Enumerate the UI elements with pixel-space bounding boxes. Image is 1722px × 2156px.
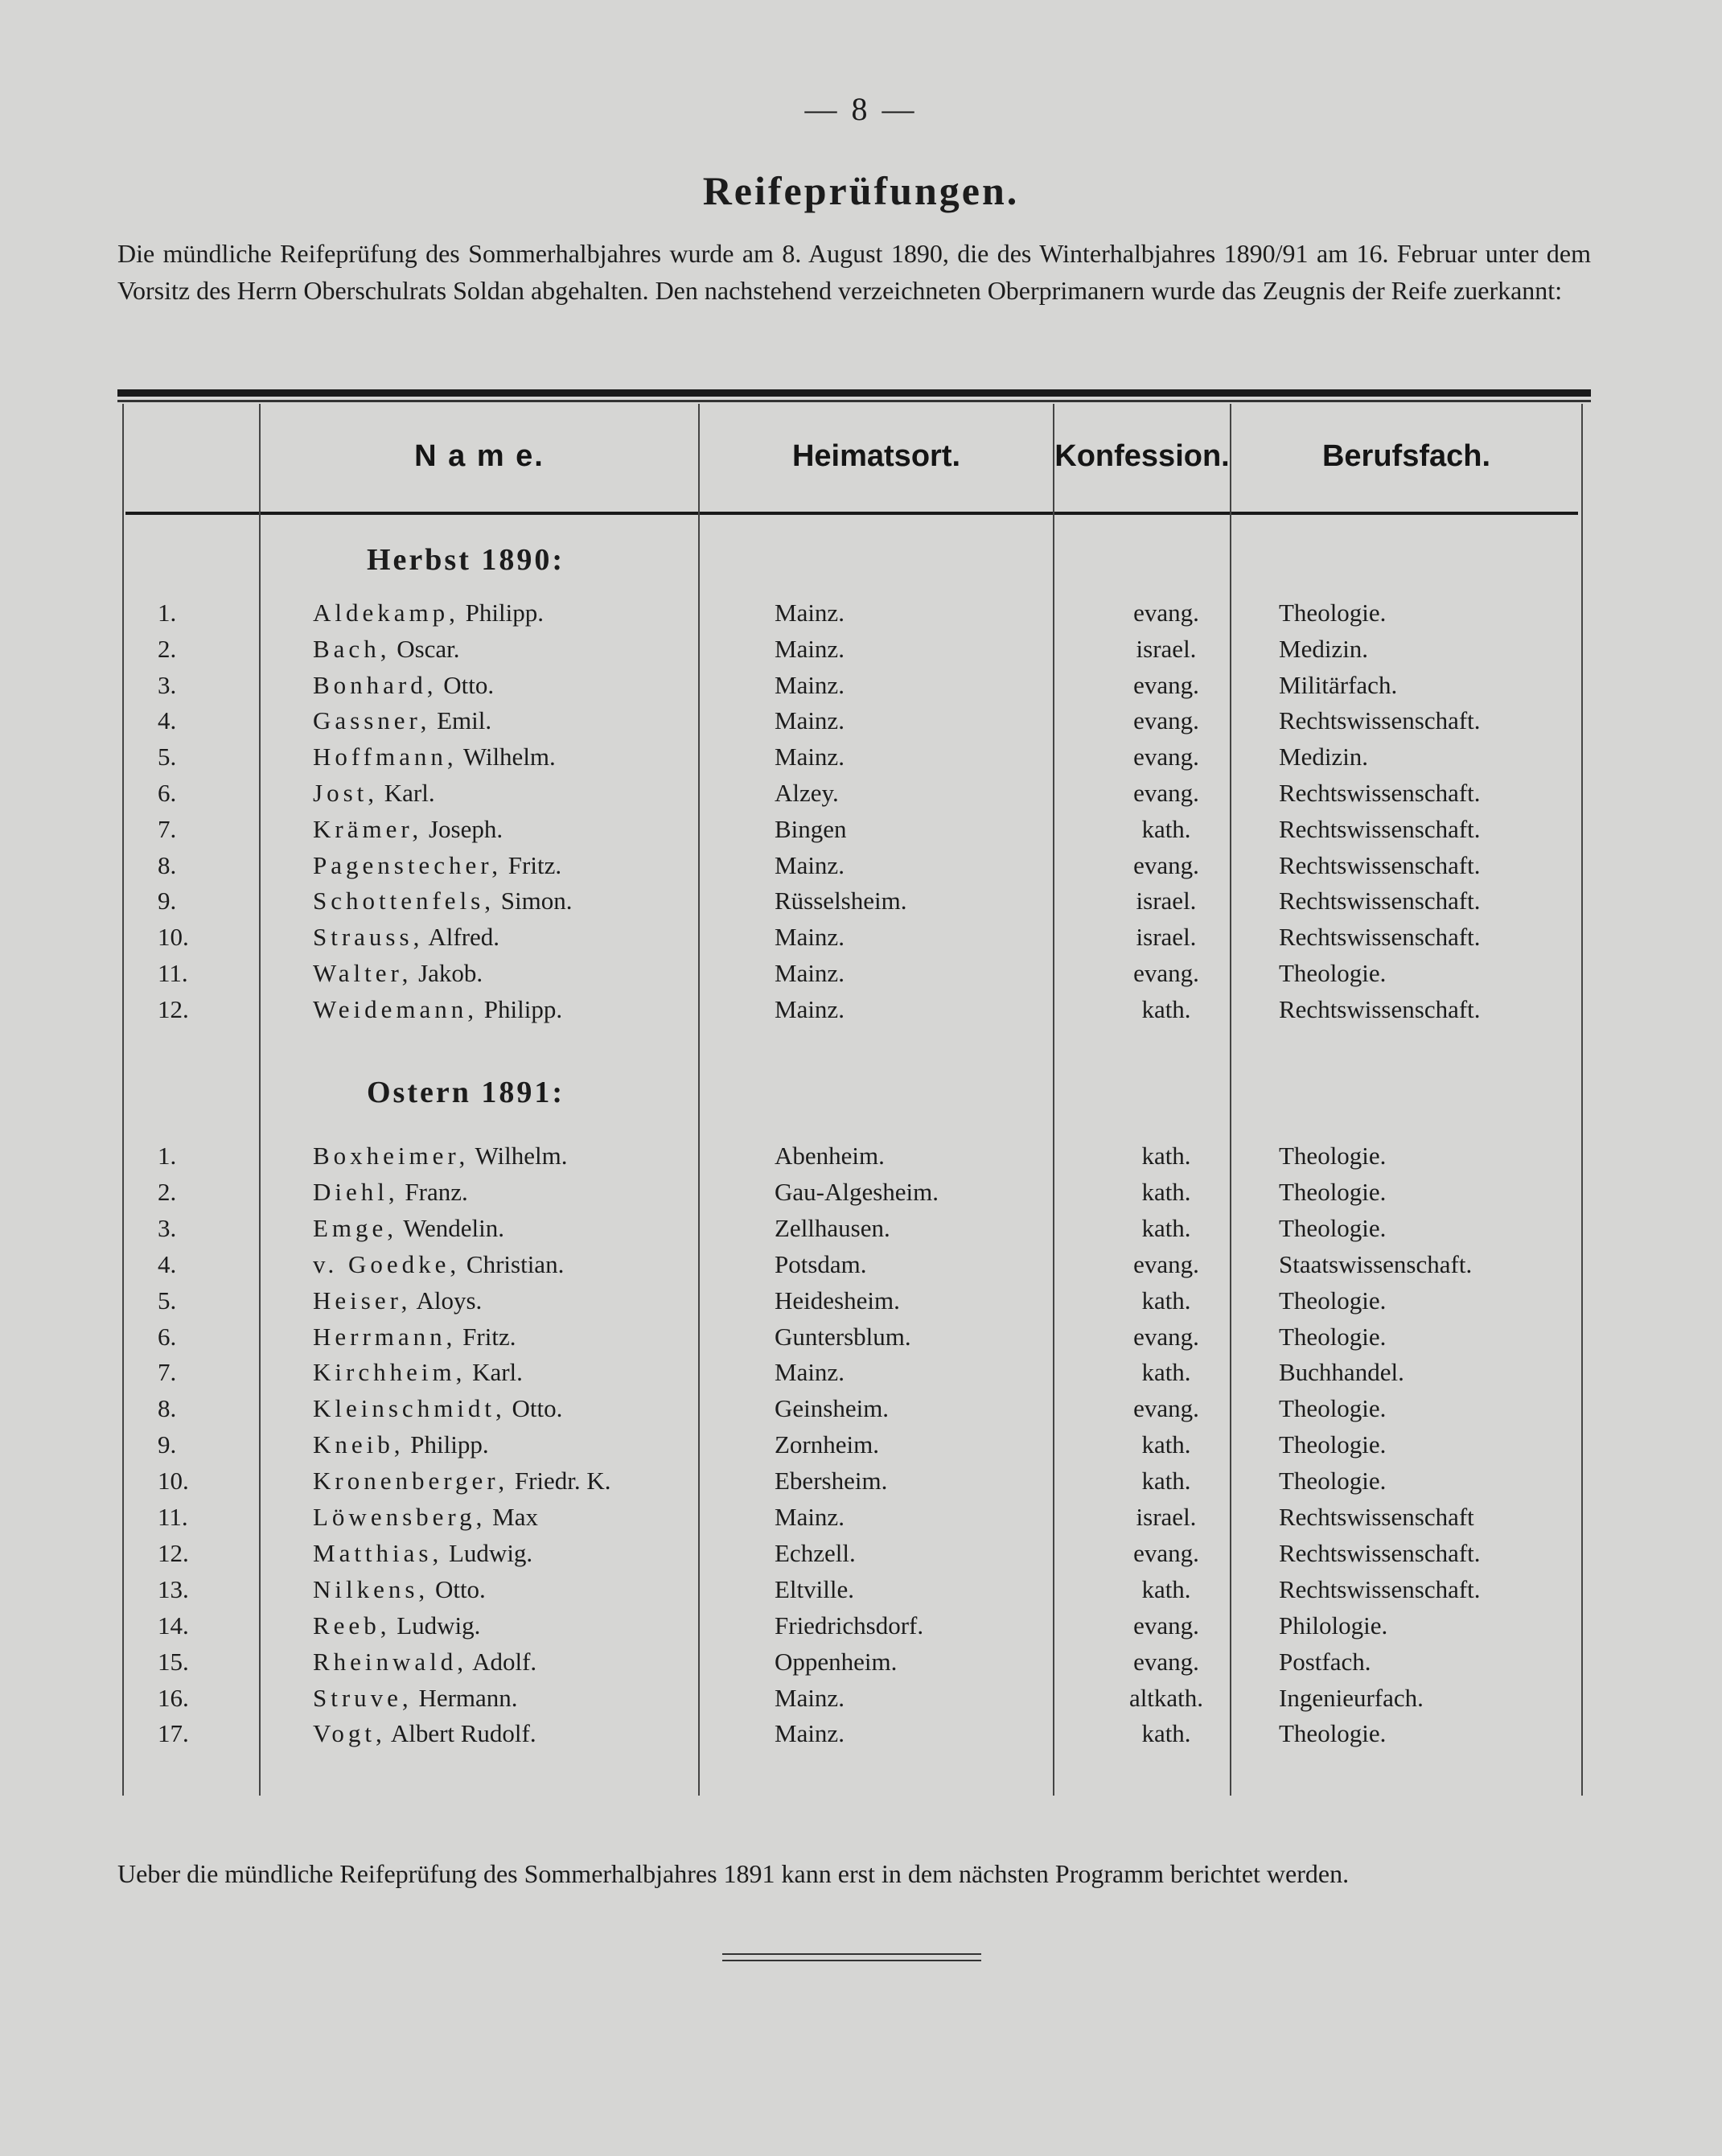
table-row <box>117 1286 1591 1322</box>
heimatsort-cell: Mainz. <box>775 706 845 735</box>
student-given-name: Philipp. <box>410 1430 489 1459</box>
student-surname: Heiser, <box>313 1286 412 1315</box>
table-row <box>117 1467 1591 1502</box>
berufsfach-cell: Theologie. <box>1279 1286 1387 1315</box>
berufsfach-cell: Theologie. <box>1279 1177 1387 1206</box>
student-given-name: Philipp. <box>483 994 563 1023</box>
student-name <box>313 1611 480 1640</box>
student-given-name: Alfred. <box>428 923 500 952</box>
page-title: Reifeprüfungen. <box>702 168 1020 213</box>
row-number: 5. <box>158 743 177 771</box>
student-name <box>313 1178 468 1207</box>
student-surname: Herrmann, <box>313 1322 457 1351</box>
student-surname: Kleinschmidt, <box>313 1394 506 1423</box>
header-konfession: Konfession. <box>1054 439 1230 473</box>
student-given-name: Otto. <box>434 1574 486 1603</box>
table-row <box>117 1323 1591 1358</box>
student-surname: Pagenstecher, <box>313 850 503 879</box>
table-row <box>117 923 1591 958</box>
heimatsort-cell: Alzey. <box>775 779 839 807</box>
results-table <box>117 389 1591 1813</box>
konfession-cell: evang. <box>1133 1394 1199 1423</box>
table-row <box>117 815 1591 850</box>
student-surname: Matthias, <box>313 1538 443 1567</box>
table-row <box>117 887 1591 922</box>
berufsfach-cell: Theologie. <box>1279 959 1387 987</box>
student-given-name: Hermann. <box>418 1683 518 1712</box>
row-number: 15. <box>158 1647 189 1676</box>
konfession-cell: altkath. <box>1128 1683 1204 1712</box>
heimatsort-cell: Mainz. <box>775 994 845 1023</box>
heimatsort-cell: Mainz. <box>775 1358 845 1387</box>
student-given-name: Oscar. <box>397 634 460 663</box>
section-heading: Ostern 1891: <box>367 1076 565 1109</box>
student-surname: Diehl, <box>313 1177 399 1206</box>
student-given-name: Karl. <box>472 1358 523 1387</box>
heimatsort-cell: Mainz. <box>775 1719 845 1748</box>
berufsfach-cell: Rechtswissenschaft. <box>1279 706 1481 735</box>
student-name <box>313 1467 611 1496</box>
konfession-cell: israel. <box>1136 1503 1197 1531</box>
heimatsort-cell: Zornheim. <box>775 1430 879 1459</box>
row-number: 7. <box>158 1358 177 1387</box>
student-name <box>313 1358 523 1387</box>
table-row <box>117 1250 1591 1286</box>
berufsfach-cell: Rechtswissenschaft. <box>1279 814 1481 843</box>
konfession-cell: kath. <box>1141 1467 1191 1496</box>
table-top-rule-thin <box>117 400 1591 402</box>
student-surname: Weidemann, <box>313 994 479 1023</box>
student-surname: Krämer, <box>313 814 423 843</box>
header-name: N a m e. <box>414 439 545 473</box>
row-number: 1. <box>158 1142 177 1170</box>
table-row <box>117 635 1591 670</box>
student-surname: Schottenfels, <box>313 887 495 915</box>
heimatsort-cell: Oppenheim. <box>775 1647 898 1676</box>
berufsfach-cell: Buchhandel. <box>1279 1358 1404 1387</box>
student-given-name: Fritz. <box>462 1322 516 1351</box>
student-name <box>313 1648 536 1677</box>
student-given-name: Franz. <box>405 1177 468 1206</box>
heimatsort-cell: Zellhausen. <box>775 1213 890 1242</box>
heimatsort-cell: Heidesheim. <box>775 1286 900 1315</box>
student-name <box>313 815 503 844</box>
student-surname: Kneib, <box>313 1430 405 1459</box>
row-number: 8. <box>158 850 177 879</box>
row-number: 1. <box>158 599 177 627</box>
heimatsort-cell: Ebersheim. <box>775 1467 888 1496</box>
student-given-name: Fritz. <box>508 850 562 879</box>
student-name <box>313 851 561 880</box>
row-number: 9. <box>158 887 177 915</box>
student-surname: Bach, <box>313 634 391 663</box>
konfession-cell: kath. <box>1141 1719 1191 1748</box>
berufsfach-cell: Medizin. <box>1279 634 1369 663</box>
table-row <box>117 1358 1591 1393</box>
student-name <box>313 1142 567 1171</box>
student-name <box>313 635 460 664</box>
berufsfach-cell: Theologie. <box>1279 1142 1387 1170</box>
heimatsort-cell: Mainz. <box>775 1683 845 1712</box>
row-number: 3. <box>158 1213 177 1242</box>
student-name <box>313 1394 562 1423</box>
heimatsort-cell: Mainz. <box>775 923 845 952</box>
table-row <box>117 1719 1591 1755</box>
table-row <box>117 671 1591 706</box>
konfession-cell: kath. <box>1141 1574 1191 1603</box>
row-number: 11. <box>158 959 188 987</box>
heimatsort-cell: Guntersblum. <box>775 1322 911 1351</box>
student-name <box>313 1575 486 1604</box>
konfession-cell: evang. <box>1133 1322 1199 1351</box>
footer-paragraph: Ueber die mündliche Reifeprüfung des Sommerhalbjahres 1891 kann erst in dem nächsten Programm berichtet werden. <box>117 1859 1350 1888</box>
heimatsort-cell: Echzell. <box>775 1538 856 1567</box>
section-heading: Herbst 1890: <box>367 543 565 577</box>
konfession-cell: evang. <box>1133 743 1199 771</box>
row-number: 3. <box>158 670 177 699</box>
konfession-cell: israel. <box>1136 923 1197 952</box>
berufsfach-cell: Rechtswissenschaft <box>1279 1503 1474 1531</box>
konfession-cell: kath. <box>1141 994 1191 1023</box>
berufsfach-cell: Theologie. <box>1279 1430 1387 1459</box>
student-name <box>313 1286 482 1315</box>
table-row <box>117 1430 1591 1466</box>
student-name <box>313 923 499 952</box>
student-given-name: Otto. <box>512 1394 563 1423</box>
berufsfach-cell: Theologie. <box>1279 599 1387 627</box>
student-given-name: Ludwig. <box>449 1538 533 1567</box>
konfession-cell: israel. <box>1136 887 1197 915</box>
student-surname: Walter, <box>313 959 413 987</box>
table-row <box>117 743 1591 778</box>
student-name <box>313 599 544 627</box>
konfession-cell: evang. <box>1133 1538 1199 1567</box>
table-row <box>117 959 1591 994</box>
row-number: 10. <box>158 1467 189 1496</box>
student-surname: Gassner, <box>313 706 431 735</box>
table-row <box>117 851 1591 887</box>
page-number: — 8 — <box>804 91 918 127</box>
table-header-rule <box>125 512 1578 515</box>
student-surname: Bonhard, <box>313 670 438 699</box>
student-surname: Strauss, <box>313 923 424 952</box>
header-heimatsort: Heimatsort. <box>791 439 961 473</box>
table-row <box>117 1648 1591 1683</box>
row-number: 17. <box>158 1719 189 1748</box>
student-given-name: Wilhelm. <box>462 743 556 771</box>
berufsfach-cell: Medizin. <box>1279 743 1369 771</box>
student-given-name: Aloys. <box>416 1286 483 1315</box>
student-surname: Rheinwald, <box>313 1647 468 1676</box>
konfession-cell: evang. <box>1133 1647 1199 1676</box>
student-given-name: Albert Rudolf. <box>390 1719 536 1748</box>
berufsfach-cell: Rechtswissenschaft. <box>1279 1538 1481 1567</box>
table-row <box>117 995 1591 1031</box>
berufsfach-cell: Rechtswissenschaft. <box>1279 1574 1481 1603</box>
student-surname: Kronenberger, <box>313 1467 509 1496</box>
heimatsort-cell: Eltville. <box>775 1574 855 1603</box>
konfession-cell: evang. <box>1133 1249 1199 1278</box>
row-number: 8. <box>158 1394 177 1423</box>
heimatsort-cell: Mainz. <box>775 743 845 771</box>
student-surname: Nilkens, <box>313 1574 429 1603</box>
student-surname: Boxheimer, <box>313 1142 470 1170</box>
heimatsort-cell: Potsdam. <box>775 1249 867 1278</box>
table-row <box>117 1684 1591 1719</box>
konfession-cell: kath. <box>1141 1142 1191 1170</box>
konfession-cell: evang. <box>1133 599 1199 627</box>
konfession-cell: kath. <box>1141 1286 1191 1315</box>
konfession-cell: kath. <box>1141 1213 1191 1242</box>
student-surname: Hoffmann, <box>313 743 458 771</box>
row-number: 7. <box>158 814 177 843</box>
student-given-name: Emil. <box>437 706 492 735</box>
student-surname: Löwensberg, <box>313 1503 487 1531</box>
student-name <box>313 1539 532 1568</box>
table-row <box>117 1575 1591 1611</box>
row-number: 11. <box>158 1503 188 1531</box>
student-given-name: Jakob. <box>418 959 483 987</box>
berufsfach-cell: Theologie. <box>1279 1467 1387 1496</box>
row-number: 6. <box>158 779 177 807</box>
konfession-cell: evang. <box>1133 959 1199 987</box>
konfession-cell: evang. <box>1133 1611 1199 1640</box>
konfession-cell: evang. <box>1133 706 1199 735</box>
student-name <box>313 706 491 735</box>
row-number: 10. <box>158 923 189 952</box>
table-row <box>117 779 1591 814</box>
row-number: 2. <box>158 1177 177 1206</box>
closing-rule <box>722 1953 981 1955</box>
student-given-name: Christian. <box>466 1249 565 1278</box>
heimatsort-cell: Mainz. <box>775 670 845 699</box>
berufsfach-cell: Ingenieurfach. <box>1279 1683 1424 1712</box>
row-number: 4. <box>158 706 177 735</box>
student-surname: Emge, <box>313 1213 398 1242</box>
table-row <box>117 1142 1591 1177</box>
heimatsort-cell: Rüsselsheim. <box>775 887 907 915</box>
table-row <box>117 1178 1591 1213</box>
student-surname: v. Goedke, <box>313 1249 461 1278</box>
table-row <box>117 706 1591 742</box>
student-name <box>313 1323 516 1352</box>
student-surname: Reeb, <box>313 1611 391 1640</box>
table-row <box>117 599 1591 634</box>
berufsfach-cell: Postfach. <box>1279 1647 1371 1676</box>
student-name <box>313 1684 518 1713</box>
berufsfach-cell: Rechtswissenschaft. <box>1279 994 1481 1023</box>
student-name <box>313 743 556 771</box>
berufsfach-cell: Rechtswissenschaft. <box>1279 850 1481 879</box>
row-number: 12. <box>158 994 189 1023</box>
berufsfach-cell: Rechtswissenschaft. <box>1279 887 1481 915</box>
table-row <box>117 1214 1591 1249</box>
student-given-name: Philipp. <box>465 599 544 627</box>
row-number: 4. <box>158 1249 177 1278</box>
heimatsort-cell: Mainz. <box>775 599 845 627</box>
student-name <box>313 887 572 915</box>
konfession-cell: kath. <box>1141 814 1191 843</box>
student-surname: Jost, <box>313 779 378 807</box>
berufsfach-cell: Rechtswissenschaft. <box>1279 923 1481 952</box>
row-number: 5. <box>158 1286 177 1315</box>
table-row <box>117 1394 1591 1430</box>
heimatsort-cell: Mainz. <box>775 1503 845 1531</box>
table-top-rule <box>117 389 1591 397</box>
heimatsort-cell: Mainz. <box>775 959 845 987</box>
student-name <box>313 671 494 700</box>
student-given-name: Wendelin. <box>403 1213 505 1242</box>
student-name <box>313 1214 504 1243</box>
konfession-cell: israel. <box>1136 634 1197 663</box>
student-given-name: Wilhelm. <box>475 1142 568 1170</box>
student-given-name: Joseph. <box>428 814 503 843</box>
table-row <box>117 1611 1591 1647</box>
row-number: 9. <box>158 1430 177 1459</box>
row-number: 6. <box>158 1322 177 1351</box>
konfession-cell: evang. <box>1133 779 1199 807</box>
student-surname: Vogt, <box>313 1719 386 1748</box>
heimatsort-cell: Bingen <box>775 814 847 843</box>
student-given-name: Friedr. K. <box>514 1467 611 1496</box>
table-row <box>117 1539 1591 1574</box>
intro-paragraph: Die mündliche Reifeprüfung des Sommerhalbjahres wurde am 8. August 1890, die des Winterhalbjahres 1890/91 am 16. Februar unter dem Vorsitz des Herrn Oberschulrats Soldan abgehalten. Den nachstehend verzeichneten Oberprimanern wurde das Zeugnis der Reife zuerkannt: <box>117 239 1591 305</box>
konfession-cell: evang. <box>1133 670 1199 699</box>
student-name <box>313 779 435 808</box>
berufsfach-cell: Theologie. <box>1279 1213 1387 1242</box>
student-given-name: Karl. <box>384 779 435 807</box>
berufsfach-cell: Staatswissenschaft. <box>1279 1249 1473 1278</box>
row-number: 13. <box>158 1574 189 1603</box>
row-number: 12. <box>158 1538 189 1567</box>
row-number: 2. <box>158 634 177 663</box>
student-surname: Kirchheim, <box>313 1358 466 1387</box>
student-given-name: Otto. <box>443 670 495 699</box>
student-name <box>313 1430 489 1459</box>
berufsfach-cell: Militärfach. <box>1279 670 1398 699</box>
berufsfach-cell: Theologie. <box>1279 1719 1387 1748</box>
heimatsort-cell: Geinsheim. <box>775 1394 890 1423</box>
berufsfach-cell: Theologie. <box>1279 1322 1387 1351</box>
student-surname: Aldekamp, <box>313 599 459 627</box>
berufsfach-cell: Rechtswissenschaft. <box>1279 779 1481 807</box>
header-berufsfach: Berufsfach. <box>1321 439 1491 473</box>
row-number: 14. <box>158 1611 189 1640</box>
student-name <box>313 1719 536 1748</box>
heimatsort-cell: Mainz. <box>775 850 845 879</box>
student-surname: Struve, <box>313 1683 413 1712</box>
heimatsort-cell: Abenheim. <box>775 1142 885 1170</box>
konfession-cell: kath. <box>1141 1177 1191 1206</box>
student-name <box>313 959 483 988</box>
heimatsort-cell: Mainz. <box>775 634 845 663</box>
student-given-name: Ludwig. <box>397 1611 481 1640</box>
student-given-name: Max <box>492 1503 538 1531</box>
konfession-cell: evang. <box>1133 850 1199 879</box>
student-name <box>313 1250 564 1279</box>
student-name <box>313 1503 538 1532</box>
heimatsort-cell: Gau-Algesheim. <box>775 1177 939 1206</box>
heimatsort-cell: Friedrichsdorf. <box>775 1611 924 1640</box>
student-name <box>313 995 562 1024</box>
row-number: 16. <box>158 1683 189 1712</box>
berufsfach-cell: Philologie. <box>1279 1611 1388 1640</box>
konfession-cell: kath. <box>1141 1358 1191 1387</box>
berufsfach-cell: Theologie. <box>1279 1394 1387 1423</box>
closing-rule <box>722 1960 981 1961</box>
student-given-name: Simon. <box>500 887 573 915</box>
student-given-name: Adolf. <box>472 1647 537 1676</box>
table-row <box>117 1503 1591 1538</box>
konfession-cell: kath. <box>1141 1430 1191 1459</box>
